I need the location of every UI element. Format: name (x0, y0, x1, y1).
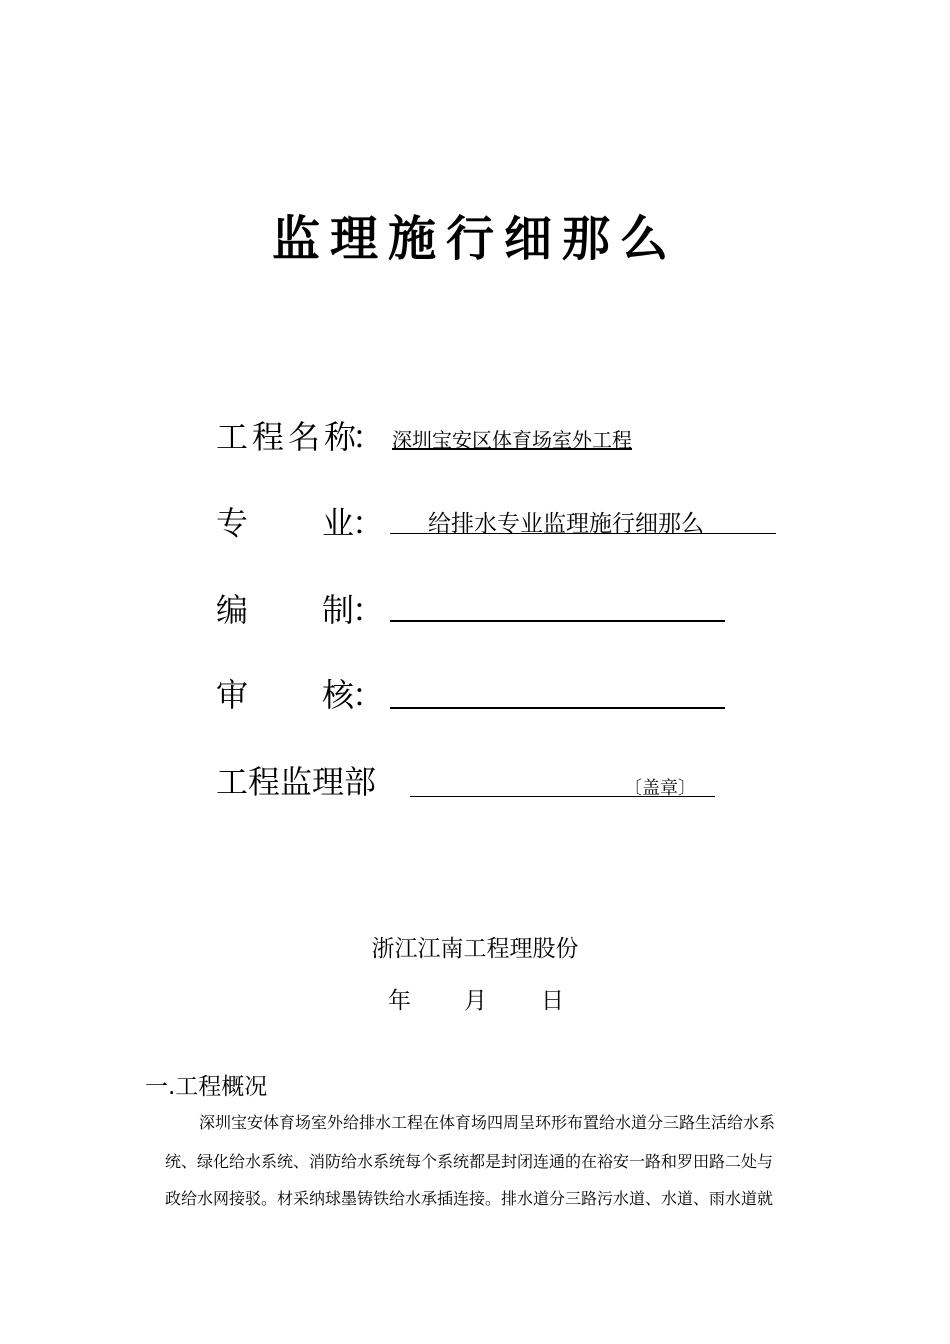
dept-label: 工程监理部 (216, 763, 377, 801)
colon: ： (352, 591, 385, 629)
date-year: 年 (388, 988, 411, 1014)
compiled-label-second: 制 (322, 591, 355, 629)
major-label-first: 专 (216, 504, 249, 542)
colon: ： (352, 504, 385, 542)
seal-text: 〔盖章〕 (624, 778, 696, 799)
company-name: 浙江江南工程理股份 (371, 936, 579, 962)
section-heading: 一.工程概况 (145, 1074, 268, 1100)
date-day: 日 (541, 988, 564, 1014)
paragraph-line: 深圳宝安体育场室外给排水工程在体育场四周呈环形布置给水道分三路生活给水系 (199, 1113, 776, 1132)
review-label-first: 审 (216, 676, 249, 714)
major-value: 给排水专业监理施行细那么 (428, 511, 704, 537)
major-label-second: 业 (322, 504, 355, 542)
review-underline (390, 707, 725, 709)
dept-underline (410, 796, 715, 797)
major-underline (390, 533, 776, 534)
compiled-underline (390, 620, 725, 622)
date-month: 月 (464, 988, 487, 1014)
project-name-value: 深圳宝安区体育场室外工程 (392, 428, 632, 452)
colon: ： (352, 418, 385, 456)
compiled-label-first: 编 (216, 591, 249, 629)
project-name-label: 工程名称 (216, 418, 361, 456)
document-title: 监理施行细那么 (271, 211, 678, 267)
review-label-second: 核 (322, 676, 355, 714)
paragraph-line: 统、绿化给水系统、消防给水系统每个系统都是封闭连通的在裕安一路和罗田路二处与 (165, 1152, 774, 1171)
paragraph-line: 政给水网接驳。材采纳球墨铸铁给水承插连接。排水道分三路污水道、水道、雨水道就 (165, 1189, 774, 1208)
colon: ： (352, 676, 385, 714)
